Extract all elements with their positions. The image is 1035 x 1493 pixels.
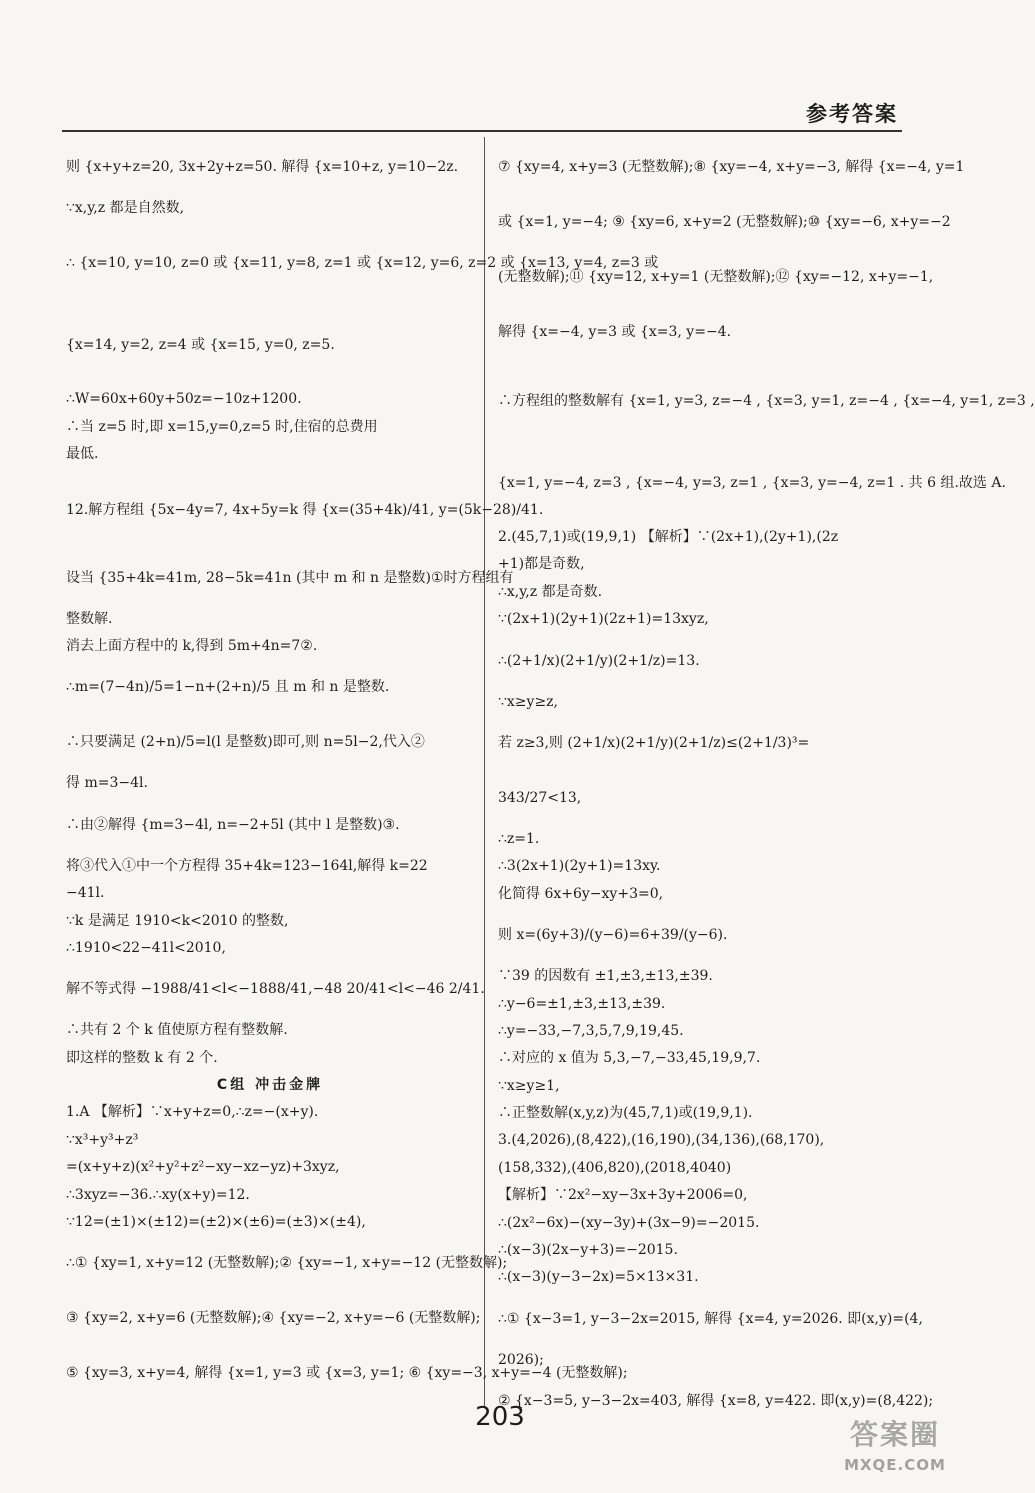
- text-line: ∴3(2x+1)(2y+1)=13xy.: [498, 858, 661, 875]
- text-line: ∴1910<22−41l<2010,: [66, 939, 226, 956]
- text-line: ∴对应的 x 值为 5,3,−7,−33,45,19,9,7.: [498, 1050, 761, 1067]
- text-line: ③ {xy=2, x+y=6 (无整数解);④ {xy=−2, x+y=−6 (无整数解);: [66, 1310, 481, 1327]
- text-line: ∴z=1.: [498, 830, 540, 847]
- text-line: ⑤ {xy=3, x+y=4, 解得 {x=1, y=3 或 {x=3, y=1; ⑥ {xy=−3, x+y=−4 (无整数解);: [66, 1365, 628, 1382]
- text-line: {x=14, y=2, z=4 或 {x=15, y=0, z=5.: [66, 337, 335, 354]
- text-line: 则 {x+y+z=20, 3x+2y+z=50. 解得 {x=10+z, y=10−2z.: [66, 159, 459, 175]
- text-line: 整数解.: [66, 610, 113, 627]
- text-line: ∴正整数解(x,y,z)为(45,7,1)或(19,9,1).: [498, 1105, 753, 1122]
- text-line: 则 x=(6y+3)/(y−6)=6+39/(y−6).: [498, 927, 728, 944]
- text-line: ∴W=60x+60y+50z=−10z+1200.: [66, 391, 302, 408]
- text-line: ∴由②解得 {m=3−4l, n=−2+5l (其中 l 是整数)③.: [66, 816, 400, 833]
- text-line: 得 m=3−4l.: [66, 775, 148, 792]
- text-line: ∴ {x=10, y=10, z=0 或 {x=11, y=8, z=1 或 {x=12, y=6, z=2 或 {x=13, y=4, z=3 或: [66, 255, 659, 272]
- text-line: 设当 {35+4k=41m, 28−5k=41n (其中 m 和 n 是整数)①时方程组有: [66, 569, 514, 586]
- text-line: ∴m=(7−4n)/5=1−n+(2+n)/5 且 m 和 n 是整数.: [66, 679, 390, 696]
- text-line: ∴① {xy=1, x+y=12 (无整数解);② {xy=−1, x+y=−12 (无整数解);: [66, 1255, 508, 1272]
- text-line: ∴(2+1/x)(2+1/y)(2+1/z)=13.: [498, 652, 700, 669]
- text-line: ∵x≥y≥1,: [498, 1077, 560, 1094]
- page-number: 203: [475, 1402, 525, 1432]
- watermark-logo: 答案圈: [849, 1418, 940, 1451]
- text-line: ∴方程组的整数解有 {x=1, y=3, z=−4 , {x=3, y=1, z=−4 , {x=−4, y=1, z=3 ,: [498, 393, 1035, 409]
- text-line: +1)都是奇数,: [498, 556, 585, 573]
- text-line: ∴① {x−3=1, y−3−2x=2015, 解得 {x=4, y=2026. 即(x,y)=(4,: [498, 1310, 923, 1327]
- text-line: 【解析】∵2x²−xy−3x+3y+2006=0,: [498, 1187, 748, 1204]
- section-heading: C组 冲击金牌: [216, 1077, 324, 1094]
- text-line: 将③代入①中一个方程得 35+4k=123−164l,解得 k=22: [66, 857, 428, 874]
- text-line: 消去上面方程中的 k,得到 5m+4n=7②.: [66, 637, 318, 654]
- text-line: ∴y=−33,−7,3,5,7,9,19,45.: [498, 1022, 684, 1039]
- text-line: ∵39 的因数有 ±1,±3,±13,±39.: [498, 968, 713, 985]
- text-line: ∴x,y,z 都是奇数.: [498, 583, 603, 600]
- text-line: 最低.: [66, 446, 99, 463]
- text-line: 或 {x=1, y=−4; ⑨ {xy=6, x+y=2 (无整数解);⑩ {xy=−6, x+y=−2: [498, 214, 951, 230]
- watermark-url: MXQE.COM: [844, 1456, 946, 1474]
- text-line: (无整数解);⑪ {xy=12, x+y=1 (无整数解);⑫ {xy=−12, x+y=−1,: [498, 269, 934, 285]
- text-line: 1.A 【解析】∵x+y+z=0,∴z=−(x+y).: [66, 1104, 319, 1121]
- text-line: 2.(45,7,1)或(19,9,1) 【解析】∵(2x+1),(2y+1),(2z: [498, 529, 839, 545]
- text-line: ∴只要满足 (2+n)/5=l(l 是整数)即可,则 n=5l−2,代入②: [66, 734, 425, 751]
- text-line: 12.解方程组 {5x−4y=7, 4x+5y=k 得 {x=(35+4k)/41, y=(5k−28)/41.: [66, 501, 544, 518]
- header-title: 参考答案: [806, 102, 898, 126]
- column-divider: [484, 137, 485, 1407]
- text-line: ∵x³+y³+z³: [66, 1131, 139, 1148]
- text-line: 化简得 6x+6y−xy+3=0,: [498, 885, 664, 902]
- text-line: 2026);: [498, 1351, 544, 1368]
- text-line: {x=1, y=−4, z=3 , {x=−4, y=3, z=1 , {x=3, y=−4, z=1 . 共 6 组.故选 A.: [498, 475, 1006, 491]
- right-column: [498, 140, 1035, 1429]
- header-rule: [62, 130, 902, 132]
- text-line: ∵k 是满足 1910<k<2010 的整数,: [66, 912, 289, 929]
- text-line: 即这样的整数 k 有 2 个.: [66, 1049, 218, 1066]
- text-line: ∴(x−3)(y−3−2x)=5×13×31.: [498, 1269, 699, 1286]
- watermark: [800, 1416, 990, 1486]
- text-line: ∵x,y,z 都是自然数,: [66, 200, 185, 216]
- text-line: −41l.: [66, 885, 105, 902]
- text-line: ∴(2x²−6x)−(xy−3y)+(3x−9)=−2015.: [498, 1214, 760, 1231]
- text-line: ∴共有 2 个 k 值使原方程有整数解.: [66, 1022, 288, 1039]
- text-line: 解得 {x=−4, y=3 或 {x=3, y=−4.: [498, 324, 732, 340]
- text-line: ∴y−6=±1,±3,±13,±39.: [498, 995, 666, 1012]
- text-line: ② {x−3=5, y−3−2x=403, 解得 {x=8, y=422. 即(x,y)=(8,422);: [498, 1393, 934, 1410]
- text-line: (158,332),(406,820),(2018,4040): [498, 1159, 732, 1176]
- text-line: ∵12=(±1)×(±12)=(±2)×(±6)=(±3)×(±4),: [66, 1214, 366, 1231]
- text-line: ∵(2x+1)(2y+1)(2z+1)=13xyz,: [498, 611, 709, 628]
- text-line: =(x+y+z)(x²+y²+z²−xy−xz−yz)+3xyz,: [66, 1159, 340, 1176]
- text-line: ∵x≥y≥z,: [498, 693, 558, 710]
- text-line: 若 z≥3,则 (2+1/x)(2+1/y)(2+1/z)≤(2+1/3)³=: [498, 734, 810, 751]
- text-line: ⑦ {xy=4, x+y=3 (无整数解);⑧ {xy=−4, x+y=−3, 解得 {x=−4, y=1: [498, 159, 965, 175]
- text-line: 解不等式得 −1988/41<l<−1888/41,−48 20/41<l<−46 2/41.: [66, 981, 485, 998]
- text-line: 3.(4,2026),(8,422),(16,190),(34,136),(68,170),: [498, 1132, 825, 1149]
- text-line: 343/27<13,: [498, 789, 582, 806]
- text-line: ∴当 z=5 时,即 x=15,y=0,z=5 时,住宿的总费用: [66, 418, 378, 435]
- text-line: ∴3xyz=−36.∴xy(x+y)=12.: [66, 1186, 250, 1203]
- text-line: ∴(x−3)(2x−y+3)=−2015.: [498, 1242, 678, 1259]
